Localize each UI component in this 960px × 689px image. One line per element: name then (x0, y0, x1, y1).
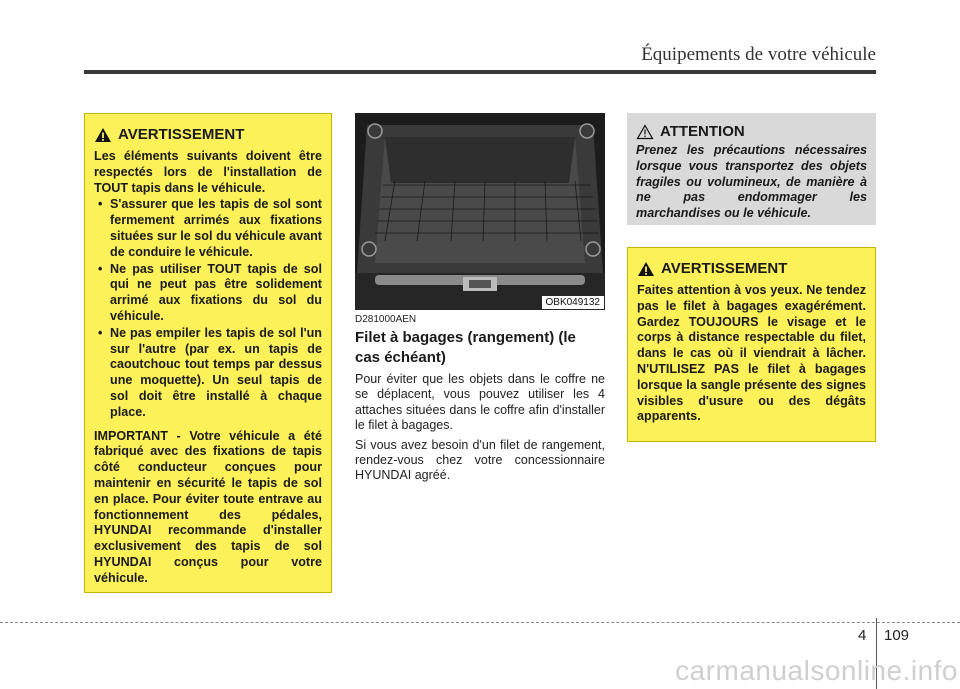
attention-title-row (636, 123, 867, 140)
warning-box-cargo-net (627, 247, 876, 442)
warning-content (94, 149, 322, 587)
page-header-title: Équipements de votre véhicule (641, 44, 876, 65)
important-note: IMPORTANT - Votre véhicule a été fabriqué avec des fixations de tapis côté conducteur conçues pour maintenir en sécurité le tapis de sol en place. Pour éviter toute entrave au fonctionnement des pédales, HYUNDAI recommande d'installer exclusivement des tapis de sol HYUNDAI conçus pour votre véhicule. (94, 428, 322, 585)
section-body (355, 372, 605, 488)
header-rule (84, 70, 876, 74)
warning-box-floor-mats (84, 113, 332, 593)
warning-bullet: • Ne pas utiliser TOUT tapis de sol qui ne peut pas être solidement arrimé aux fixations du sol du véhicule. (94, 262, 322, 325)
warning-title-row (94, 126, 322, 143)
body-paragraph: Si vous avez besoin d'un filet de rangement, rendez-vous chez votre concessionnaire HYUNDAI agréé. (355, 437, 605, 483)
section-title: Filet à bagages (rangement) (le cas échéant) (355, 329, 576, 366)
warning-text: Faites attention à vos yeux. Ne tendez pas le filet à bagages exagérément. Gardez TOUJOURS le visage et le corps à distance respectable du filet, dans le cas où il viendrait à lâcher. N'UTILISEZ PAS le filet à bagages lorsque la sangle présente des signes visibles d'usure ou des dégâts apparents. (637, 283, 866, 424)
cargo-net-photo (355, 113, 605, 310)
caution-triangle-icon (636, 124, 654, 140)
warning-title: AVERTISSEMENT (118, 126, 245, 143)
footer-rule (0, 622, 960, 623)
attention-box (627, 113, 876, 225)
section-code: D281000AEN (355, 314, 417, 325)
warning-bullet: • Ne pas empiler les tapis de sol l'un sur l'autre (par ex. un tapis de caoutchouc tout temps par dessus une moquette). Un seul tapis de sol doit être installé à chaque place. (94, 326, 322, 421)
warning-title: AVERTISSEMENT (661, 260, 788, 277)
watermark: carmanualsonline.info (675, 655, 958, 686)
warning-intro: Les éléments suivants doivent être respectés lors de l'installation de TOUT tapis dans le véhicule. (94, 149, 322, 195)
page-number: 109 (884, 627, 910, 644)
warning-triangle-icon (637, 261, 655, 277)
figure-caption: OBK049132 (542, 296, 605, 309)
attention-title: ATTENTION (660, 123, 745, 140)
warning-bullet: • S'assurer que les tapis de sol sont fermement arrimés aux fixations situées sur le sol du véhicule avant de conduire le véhicule. (94, 197, 322, 260)
warning-title-row (637, 260, 866, 277)
body-paragraph: Pour éviter que les objets dans le coffre ne se déplacent, vous pouvez utiliser les 4 attaches situées dans le coffre afin d'installer le filet à bagages. (355, 372, 605, 433)
warning-bullet-list (94, 197, 322, 420)
trunk-illustration (355, 113, 605, 310)
warning-triangle-icon (94, 127, 112, 143)
chapter-number: 4 (858, 627, 867, 644)
attention-text: Prenez les précautions nécessaires lorsque vous transportez des objets fragiles ou volumineux, de manière à ne pas endommager les marchandises ou le véhicule. (636, 143, 867, 221)
